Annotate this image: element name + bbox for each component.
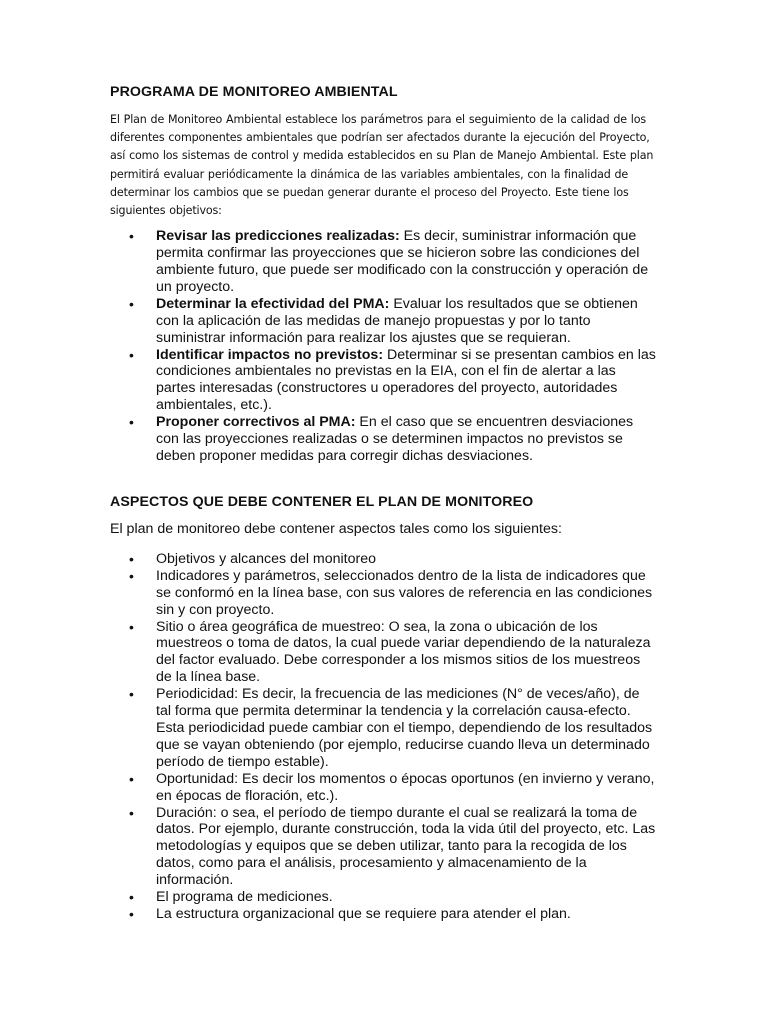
bullet-icon: • — [129, 905, 134, 922]
list-item-aspect — [110, 906, 658, 923]
bullet-icon: • — [129, 550, 134, 567]
bullet-icon: • — [129, 770, 134, 787]
aspect-text: Oportunidad: Es decir los momentos o épocas oportunos (en invierno y verano, en épocas de floración, etc.). — [156, 770, 655, 804]
list-item-objective — [110, 228, 658, 296]
bullet-icon: • — [129, 228, 134, 245]
objective-term: Revisar las predicciones realizadas: — [156, 228, 400, 245]
objective-text: Evaluar los resultados que se obtienen con la aplicación de las medidas de manejo propuestas y por lo tanto suministrar información para realizar los ajustes que se requieran. — [156, 295, 638, 346]
bullet-icon: • — [129, 567, 134, 584]
list-item-aspect — [110, 686, 658, 771]
list-item-aspect — [110, 771, 658, 805]
bullet-icon: • — [129, 618, 134, 635]
bullet-icon: • — [129, 346, 134, 363]
aspect-text: Indicadores y parámetros, seleccionados dentro de la lista de indicadores que se conformó en la línea base, con sus valores de referencia en las condiciones sin y con proyecto. — [156, 567, 653, 618]
list-item-aspect — [110, 889, 658, 906]
aspect-text: Duración: o sea, el período de tiempo durante el cual se realizará la toma de datos. Por ejemplo, durante construcción, toda la vida útil del proyecto, etc. Las metodologías y equipos que se deben utilizar, tanto para la recogida de los datos, como para el análisis, procesamiento y almacenamiento de la información. — [156, 804, 656, 889]
aspect-text: La estructura organizacional que se requiere para atender el plan. — [156, 905, 571, 922]
aspect-text: Sitio o área geográfica de muestreo: O sea, la zona o ubicación de los muestreos o toma de datos, la cual puede variar dependiendo de la naturaleza del factor evaluado. Debe corresponder a los mismos sitios de los muestreos de la línea base. — [156, 618, 651, 686]
document-content — [110, 84, 658, 923]
list-item-objective — [110, 414, 658, 465]
list-item-objective — [110, 296, 658, 347]
section-heading-programa: PROGRAMA DE MONITOREO AMBIENTAL — [110, 84, 398, 100]
objective-term: Determinar la efectividad del PMA: — [156, 295, 390, 312]
objectives-list — [110, 228, 658, 465]
aspects-list — [110, 551, 658, 923]
aspect-text: El programa de mediciones. — [156, 889, 333, 906]
objective-text: Es decir, suministrar información que permita confirmar las proyecciones que se hicieron sobre las condiciones del ambiente futuro, que puede ser modificado con la construcción y operación de un proyecto. — [156, 228, 649, 295]
aspect-text: Objetivos y alcances del monitoreo — [156, 550, 377, 567]
list-item-aspect — [110, 551, 658, 568]
bullet-icon: • — [129, 686, 134, 703]
aspect-text: Periodicidad: Es decir, la frecuencia de las mediciones (N° de veces/año), de tal forma que permita determinar la tendencia y la correlación causa-efecto. Esta periodicidad puede cambiar con el tiempo, dependiendo de los resultados que se vayan obteniendo (por ejemplo, reducirse cuando lleva un determinado período de tiempo estable). — [156, 686, 653, 770]
list-item-aspect — [110, 568, 658, 619]
bullet-icon: • — [129, 889, 134, 906]
objective-text: Determinar si se presentan cambios en las condiciones ambientales no previstas en la EIA, con el fin de alertar a las partes interesadas (constructores u operadores del proyecto, autoridades ambientales, etc.). — [156, 346, 656, 414]
objective-term: Proponer correctivos al PMA: — [156, 414, 356, 431]
list-item-aspect — [110, 619, 658, 687]
intro-paragraph: El Plan de Monitoreo Ambiental establece los parámetros para el seguimiento de la calidad de los diferentes componentes ambientales que podrían ser afectados durante la ejecución del Proyecto, así como los sistemas de control y medida establecidos en su Plan de Manejo Ambiental. Este plan permitirá evaluar periódicamente la dinámica de las variables ambientales, con la finalidad de determinar los cambios que se puedan generar durante el proceso del Proyecto. Este tiene los siguientes objetivos: — [110, 113, 654, 218]
list-item-objective — [110, 347, 658, 415]
bullet-icon: • — [129, 295, 134, 312]
bullet-icon: • — [129, 414, 134, 431]
objective-term: Identificar impactos no previstos: — [156, 346, 384, 363]
aspects-intro-paragraph: El plan de monitoreo debe contener aspectos tales como los siguientes: — [110, 520, 562, 537]
bullet-icon: • — [129, 804, 134, 821]
section-heading-aspectos: ASPECTOS QUE DEBE CONTENER EL PLAN DE MONITOREO — [110, 493, 534, 510]
objective-text: En el caso que se encuentren desviaciones con las proyecciones realizadas o se determinen impactos no previstos se deben proponer medidas para corregir dichas desviaciones. — [156, 414, 634, 464]
list-item-aspect — [110, 805, 658, 890]
